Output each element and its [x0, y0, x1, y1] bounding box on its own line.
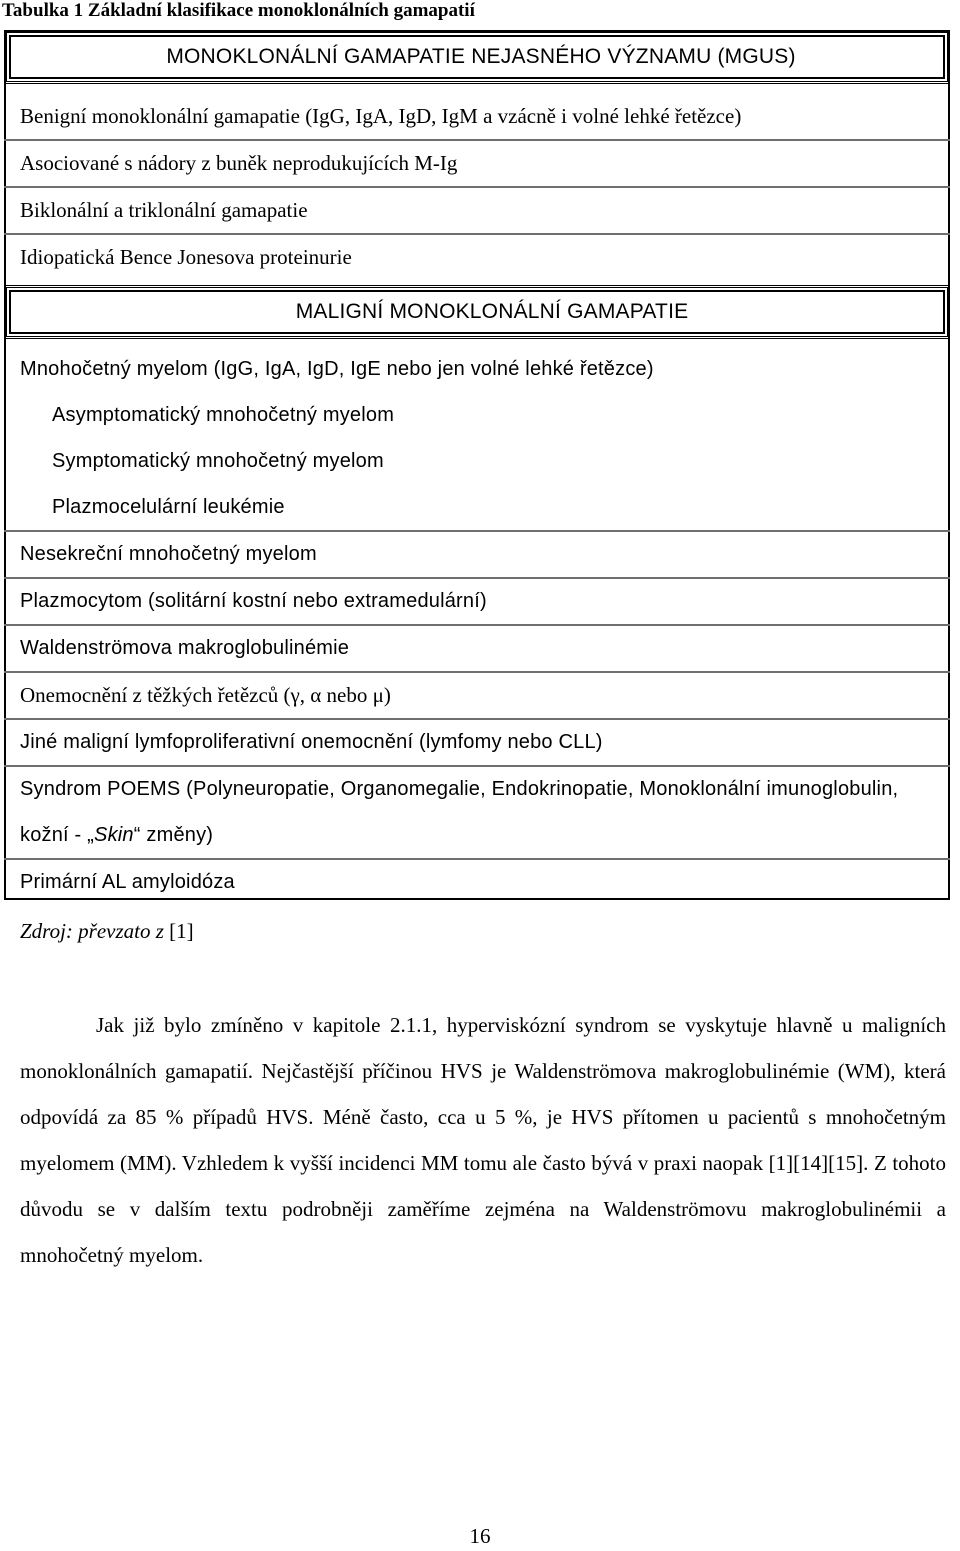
table-row: Plazmocytom (solitární kostní nebo extramedulární): [4, 579, 950, 626]
table-row: Idiopatická Bence Jonesova proteinurie: [20, 245, 352, 269]
table-row: Nesekreční mnohočetný myelom: [4, 532, 950, 579]
malignant-header: [4, 285, 950, 339]
source-reference: [1]: [163, 919, 194, 943]
malignant-header-label: MALIGNÍ MONOKLONÁLNÍ GAMAPATIE: [295, 300, 689, 323]
table-row: Biklonální a triklonální gamapatie: [4, 188, 950, 235]
table-row: Symptomatický mnohočetný myelom: [52, 450, 384, 472]
table-row: Mnohočetný myelom (IgG, IgA, IgD, IgE nebo jen volné lehké řetězce): [20, 358, 654, 380]
mgus-header-label: MONOKLONÁLNÍ GAMAPATIE NEJASNÉHO VÝZNAMU (MGUS): [166, 45, 796, 68]
table-row: Onemocnění z těžkých řetězců (γ, α nebo μ): [4, 673, 950, 720]
poems-skin-italic: Skin: [94, 824, 134, 846]
page-number: 16: [469, 1524, 491, 1548]
table-row: Benigní monoklonální gamapatie (IgG, IgA, IgD, IgM a vzácně i volné lehké řetězce): [4, 94, 950, 141]
mgus-header: [4, 30, 950, 84]
table-row: Asymptomatický mnohočetný myelom: [52, 404, 395, 426]
table-source: [20, 916, 194, 946]
poems-text: Syndrom POEMS (Polyneuropatie, Organomegalie, Endokrinopatie, Monoklonální imunoglobulin, kožní - „: [20, 778, 899, 846]
table-row: Asociované s nádory z buněk neprodukujících M-Ig: [4, 141, 950, 188]
poems-text-end: “ změny): [133, 824, 214, 846]
table-row: Primární AL amyloidóza: [20, 871, 235, 893]
table-row: Waldenströmova makroglobulinémie: [4, 626, 950, 673]
body-paragraph: Jak již bylo zmíněno v kapitole 2.1.1, hyperviskózní syndrom se vyskytuje hlavně u maligních monoklonálních gamapatií. Nejčastější příčinou HVS je Waldenströmova makroglobulinémie (WM), která odpovídá za 85 % případů HVS. Méně často, cca u 5 %, je HVS přítomen u pacientů s mnohočetným myelomem (MM). Vzhledem k vyšší incidenci MM tomu ale často bývá v praxi naopak [1][14][15]. Z tohoto důvodu se v dalším textu podrobněji zaměříme zejména na Waldenströmovu makroglobulinémii a mnohočetný myelom.: [20, 1013, 946, 1267]
source-label: Zdroj: převzato z: [20, 919, 164, 943]
table-row: Plazmocelulární leukémie: [4, 485, 950, 532]
table-caption: Tabulka 1 Základní klasifikace monoklonálních gamapatií: [2, 0, 475, 21]
table-row-poems: [4, 766, 950, 860]
table-row: Jiné maligní lymfoproliferativní onemocnění (lymfomy nebo CLL): [4, 720, 950, 767]
